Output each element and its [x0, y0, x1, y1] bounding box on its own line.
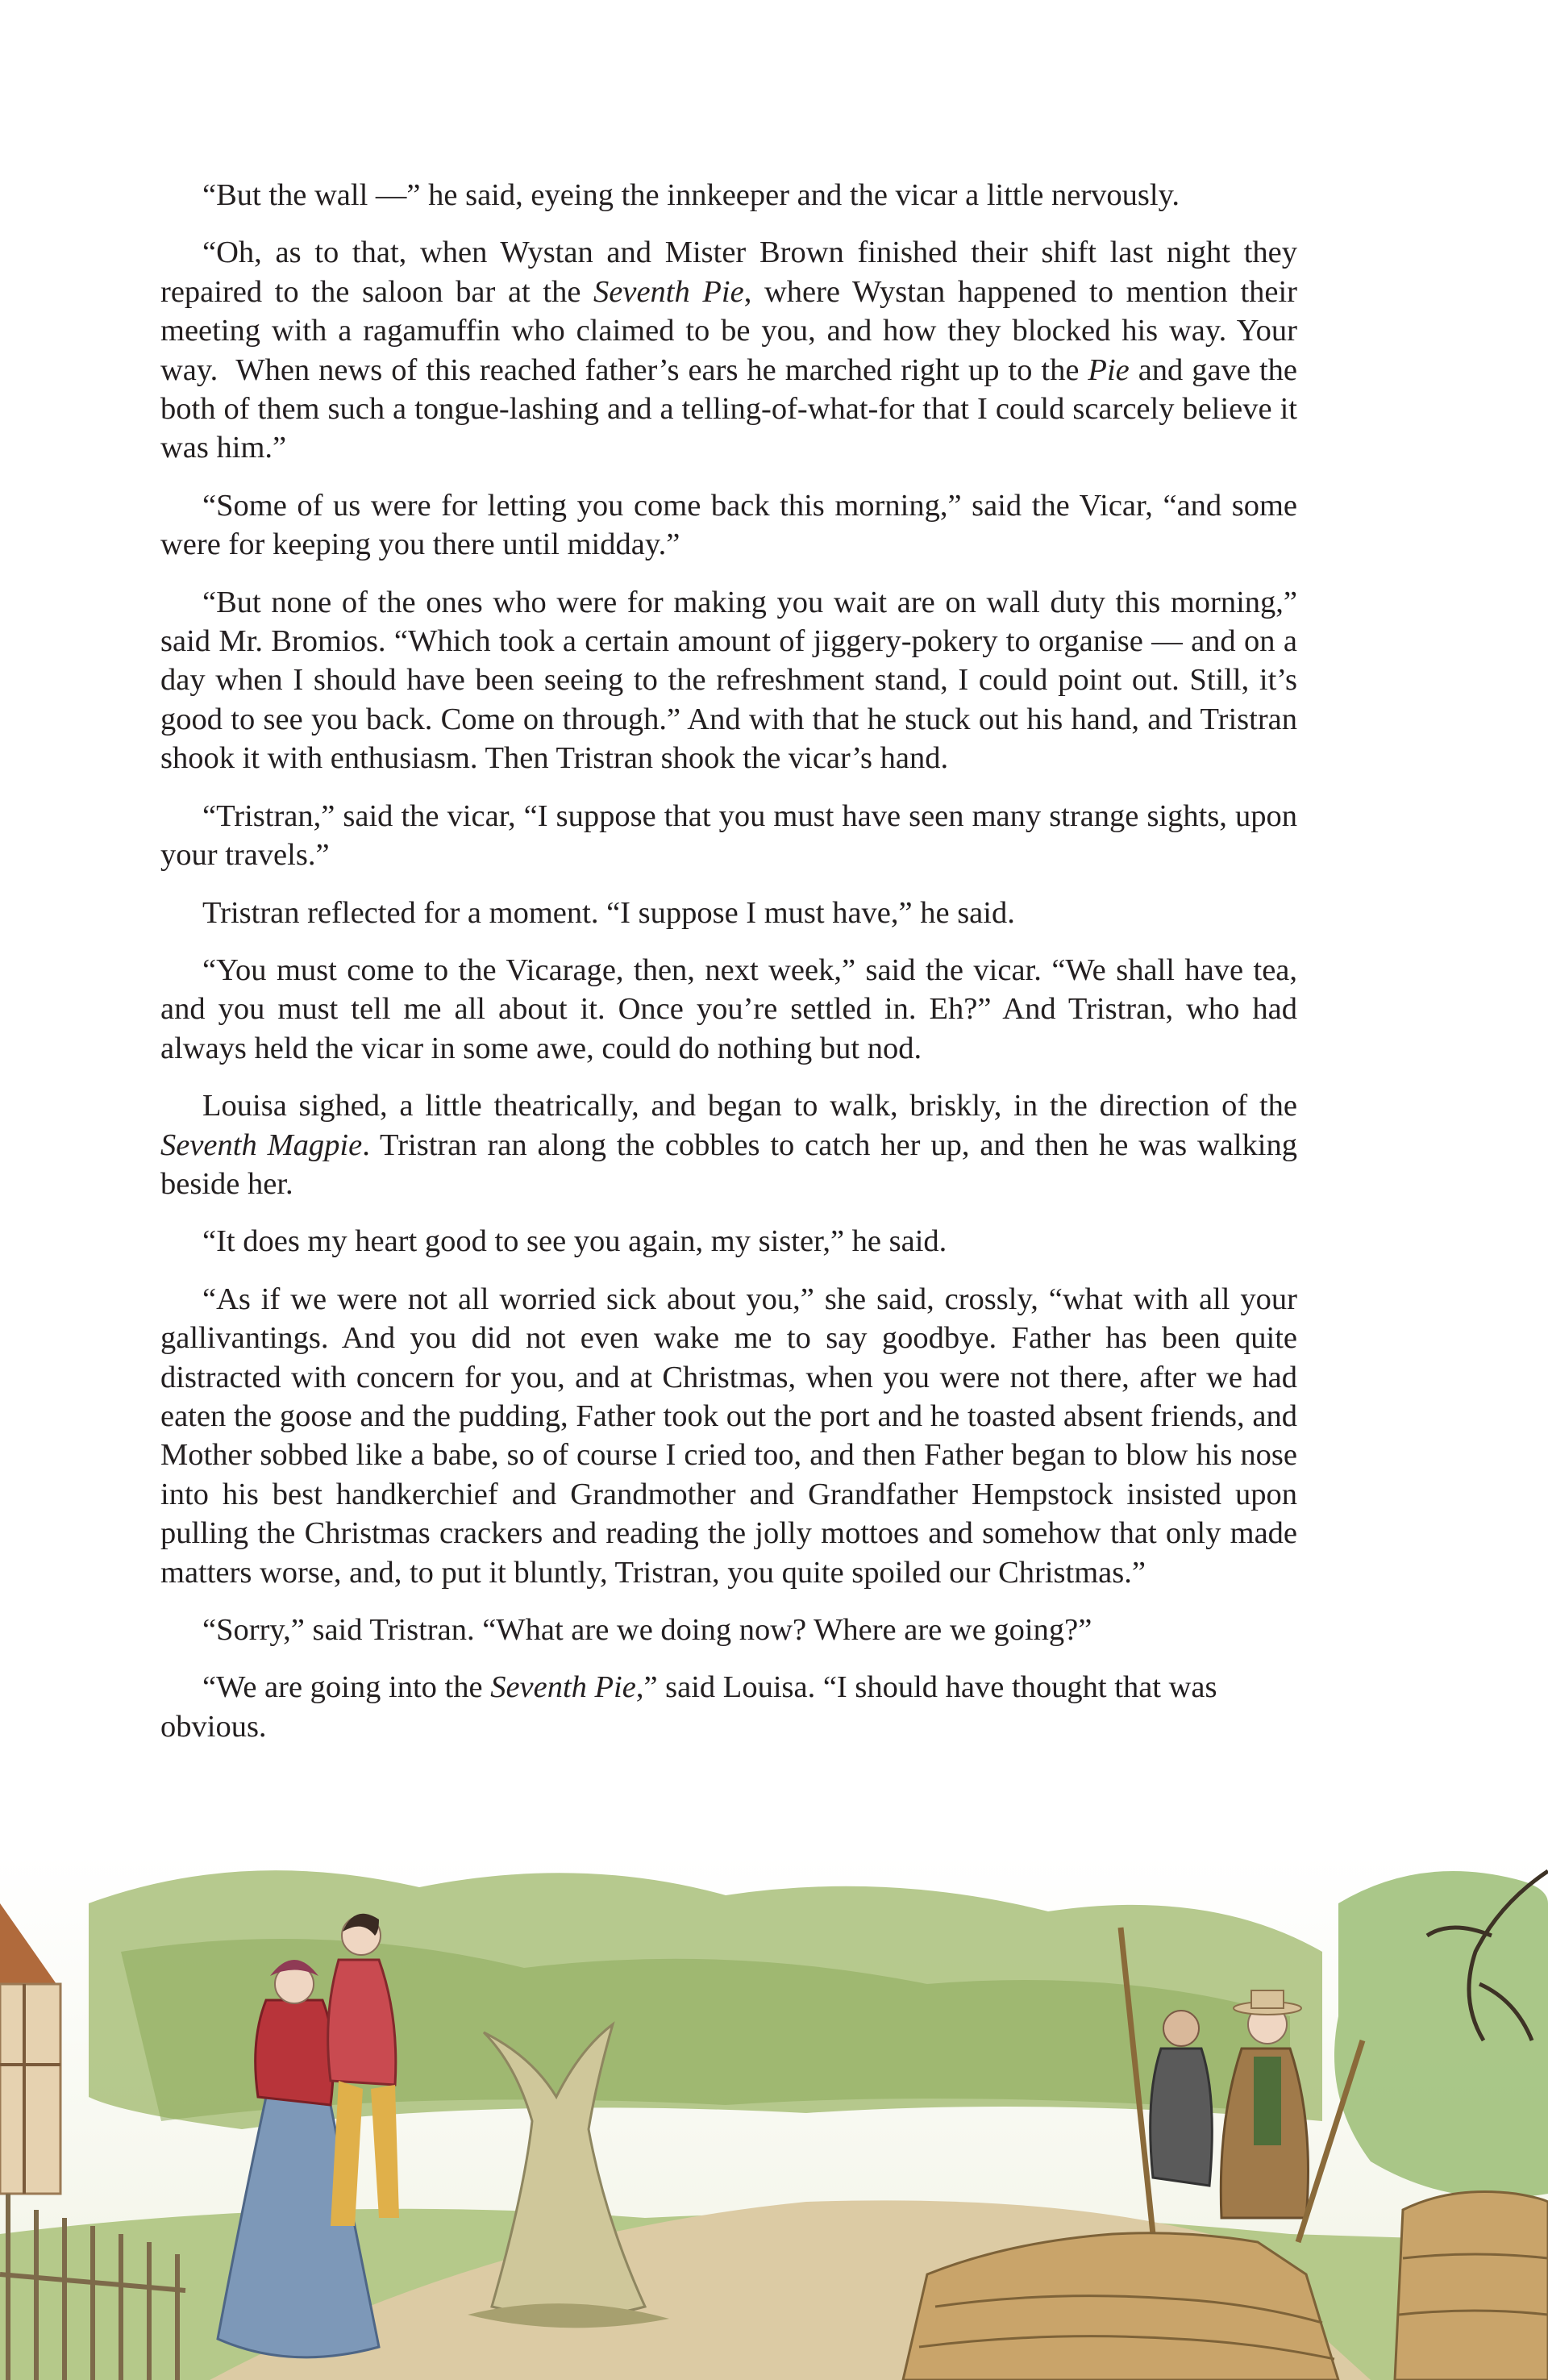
- text-run: and gave the both of them such a tongue-lashing and a telling-of-what-for that I could scarcely believe it was him.”: [160, 352, 1297, 465]
- stone-wall-right: [1395, 2192, 1548, 2380]
- right-tree-foliage: [1334, 1871, 1548, 2198]
- text-run: . Tristran ran along the cobbles to catch her up, and then he was walking beside her.: [160, 1127, 1298, 1201]
- text-run: “But the wall —” he said, eyeing the innkeeper and the vicar a little nervously.: [202, 178, 1180, 212]
- paragraph: [160, 486, 1297, 565]
- text-run: “Some of us were for letting you come back this morning,” said the Vicar, “and some were for keeping you there until midday.”: [160, 488, 1297, 562]
- paragraph: [160, 233, 1297, 467]
- text-run: “Sorry,” said Tristran. “What are we doing now? Where are we going?”: [202, 1613, 1092, 1647]
- village-illustration: [0, 1855, 1548, 2380]
- text-run: “It does my heart good to see you again, my sister,” he said.: [202, 1224, 947, 1259]
- paragraph: [160, 894, 1297, 932]
- text-run: “As if we were not all worried sick about you,” she said, crossly, “what with all your gallivantings. And you did not even wake me to say goodbye. Father has been quite distracted with concern for you, and at Christmas, when you were not there, after we had eaten the goose and the pudding, Father took out the port and he toasted absent friends, and Mother sobbed like a babe, so of course I cried too, and then Father began to blow his nose into his best handkerchief and Grandmother and Grandfather Hempstock insisted upon pulling the Christmas crackers and reading the jolly mottoes and somehow that only made matters worse, and, to put it bluntly, Tristran, you quite spoiled our Christmas.”: [160, 1282, 1297, 1590]
- paragraph: [160, 1222, 1297, 1261]
- paragraph: [160, 797, 1297, 875]
- paragraph: [160, 1280, 1297, 1592]
- text-run: “You must come to the Vicarage, then, next week,” said the vicar. “We shall have tea, and you must tell me all about it. Once you’re settled in. Eh?” And Tristran, who had always held the vicar in some awe, could do nothing but nod.: [160, 952, 1297, 1065]
- text-run: ,” said Louisa. “I should have thought that was obvious.: [160, 1670, 1217, 1744]
- italic-title-text: Seventh Pie: [490, 1670, 636, 1705]
- book-text: [160, 176, 1297, 1765]
- paragraph: [160, 176, 1297, 215]
- text-run: “Tristran,” said the vicar, “I suppose that you must have seen many strange sights, upon your travels.”: [160, 798, 1297, 873]
- text-run: “Oh, as to that, when Wystan and Mister Brown finished their shift last night they repaired to the saloon bar at the: [160, 235, 1297, 309]
- text-run: “But none of the ones who were for making you wait are on wall duty this morning,” said Mr. Bromios. “Which took a certain amount of jiggery-pokery to organise — and on a day when I should have been seeing to the refreshment stand, I could point out. Still, it’s good to see you back. Come on through.” And with that he stuck out his hand, and Tristran shook it with enthusiasm. Then Tristran shook the vicar’s hand.: [160, 585, 1297, 776]
- paragraph: [160, 583, 1297, 778]
- text-run: , where Wystan happened to mention their meeting with a ragamuffin who claimed to be you, and how they blocked his way. Your way. When news of this reached father’s ears he marched right up to the: [160, 274, 1297, 387]
- paragraph: [160, 1086, 1297, 1203]
- paragraph: [160, 1668, 1297, 1746]
- paragraph: [160, 951, 1297, 1068]
- text-run: “We are going into the: [202, 1670, 491, 1705]
- cottage-wall: [0, 1984, 60, 2194]
- italic-title-text: Seventh Pie: [593, 274, 744, 309]
- italic-title-text: Seventh Magpie: [160, 1127, 363, 1162]
- text-run: Tristran reflected for a moment. “I suppose I must have,” he said.: [202, 895, 1015, 930]
- paragraph: [160, 1611, 1297, 1649]
- text-run: Louisa sighed, a little theatrically, and began to walk, briskly, in the direction of the: [202, 1089, 1297, 1123]
- italic-title-text: Pie: [1088, 352, 1130, 387]
